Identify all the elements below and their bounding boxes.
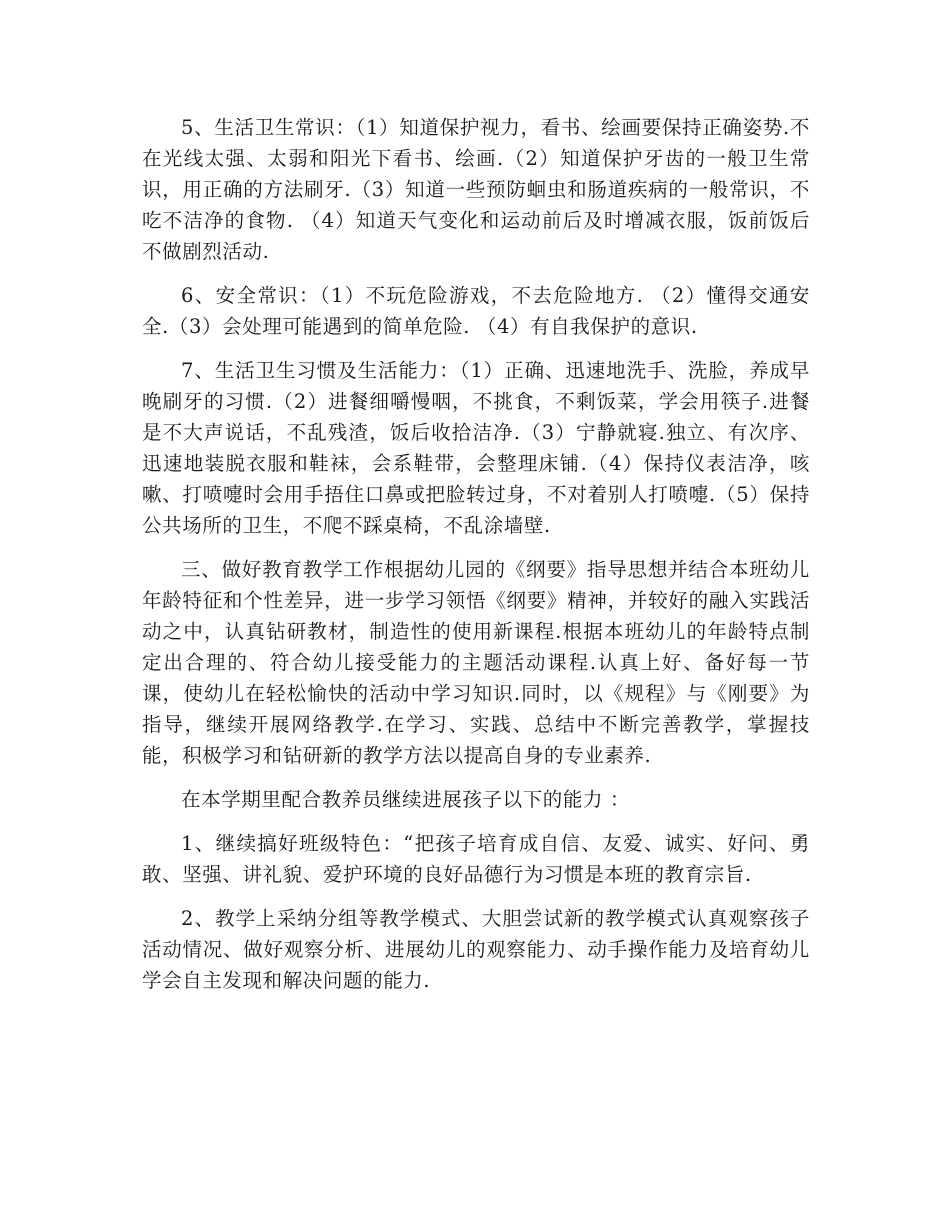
paragraph-teaching-mode: 2、教学上采纳分组等教学模式、大胆尝试新的教学模式认真观察孩子活动情况、做好观察分析、进展幼儿的观察能力、动手操作能力及培育幼儿学会自主发现和解决问题的能力. bbox=[142, 907, 810, 992]
paragraph-living-habits: 7、生活卫生习惯及生活能力：（1）正确、迅速地洗手、洗脸，养成早晚刷牙的习惯.（2）进餐细嚼慢咽，不挑食，不剩饭菜，学会用筷子.进餐是不大声说话，不乱残渣，饭后收拾洁净.（3）宁静就寝.独立、有次序、迅速地装脱衣服和鞋袜，会系鞋带，会整理床铺.（4）保持仪表洁净，咳嗽、打喷嚏时会用手捂住口鼻或把脸转过身，不对着别人打喷嚏.（5）保持公共场所的卫生，不爬不踩桌椅，不乱涂墙壁. bbox=[142, 359, 810, 537]
document-body bbox=[142, 112, 810, 1009]
paragraph-semester-intro: 在本学期里配合教养员继续进展孩子以下的能力 ： bbox=[181, 788, 630, 811]
paragraph-class-feature: 1、继续搞好班级特色：“把孩子培育成自信、友爱、诚实、好问、勇敢、坚强、讲礼貌、爱护环境的良好品德行为习惯是本班的教育宗旨. bbox=[142, 832, 810, 886]
paragraph-safety-knowledge: 6、安全常识：（1）不玩危险游戏，不去危险地方. （2）懂得交通安全.（3）会处理可能遇到的简单危险. （4）有自我保护的意识. bbox=[142, 284, 810, 338]
paragraph-hygiene-knowledge: 5、生活卫生常识：（1）知道保护视力，看书、绘画要保持正确姿势.不在光线太强、太弱和阳光下看书、绘画.（2）知道保护牙齿的一般卫生常识，用正确的方法刷牙.（3）知道一些预防蛔虫和肠道疾病的一般常识，不吃不洁净的食物. （4）知道天气变化和运动前后及时增减衣服，饭前饭后不做剧烈活动. bbox=[142, 116, 810, 263]
paragraph-teaching-work: 三、做好教育教学工作根据幼儿园的《纲要》指导思想并结合本班幼儿年龄特征和个性差异，进一步学习领悟《纲要》精神，并较好的融入实践活动之中，认真钻研教材，制造性的使用新课程.根据本班幼儿的年龄特点制定出合理的、符合幼儿接受能力的主题活动课程.认真上好、备好每一节课，使幼儿在轻松愉快的活动中学习知识.同时，以《规程》与《刚要》为指导，继续开展网络教学.在学习、实践、总结中不断完善教学，掌握技能，积极学习和钻研新的教学方法以提高自身的专业素养. bbox=[142, 558, 810, 767]
